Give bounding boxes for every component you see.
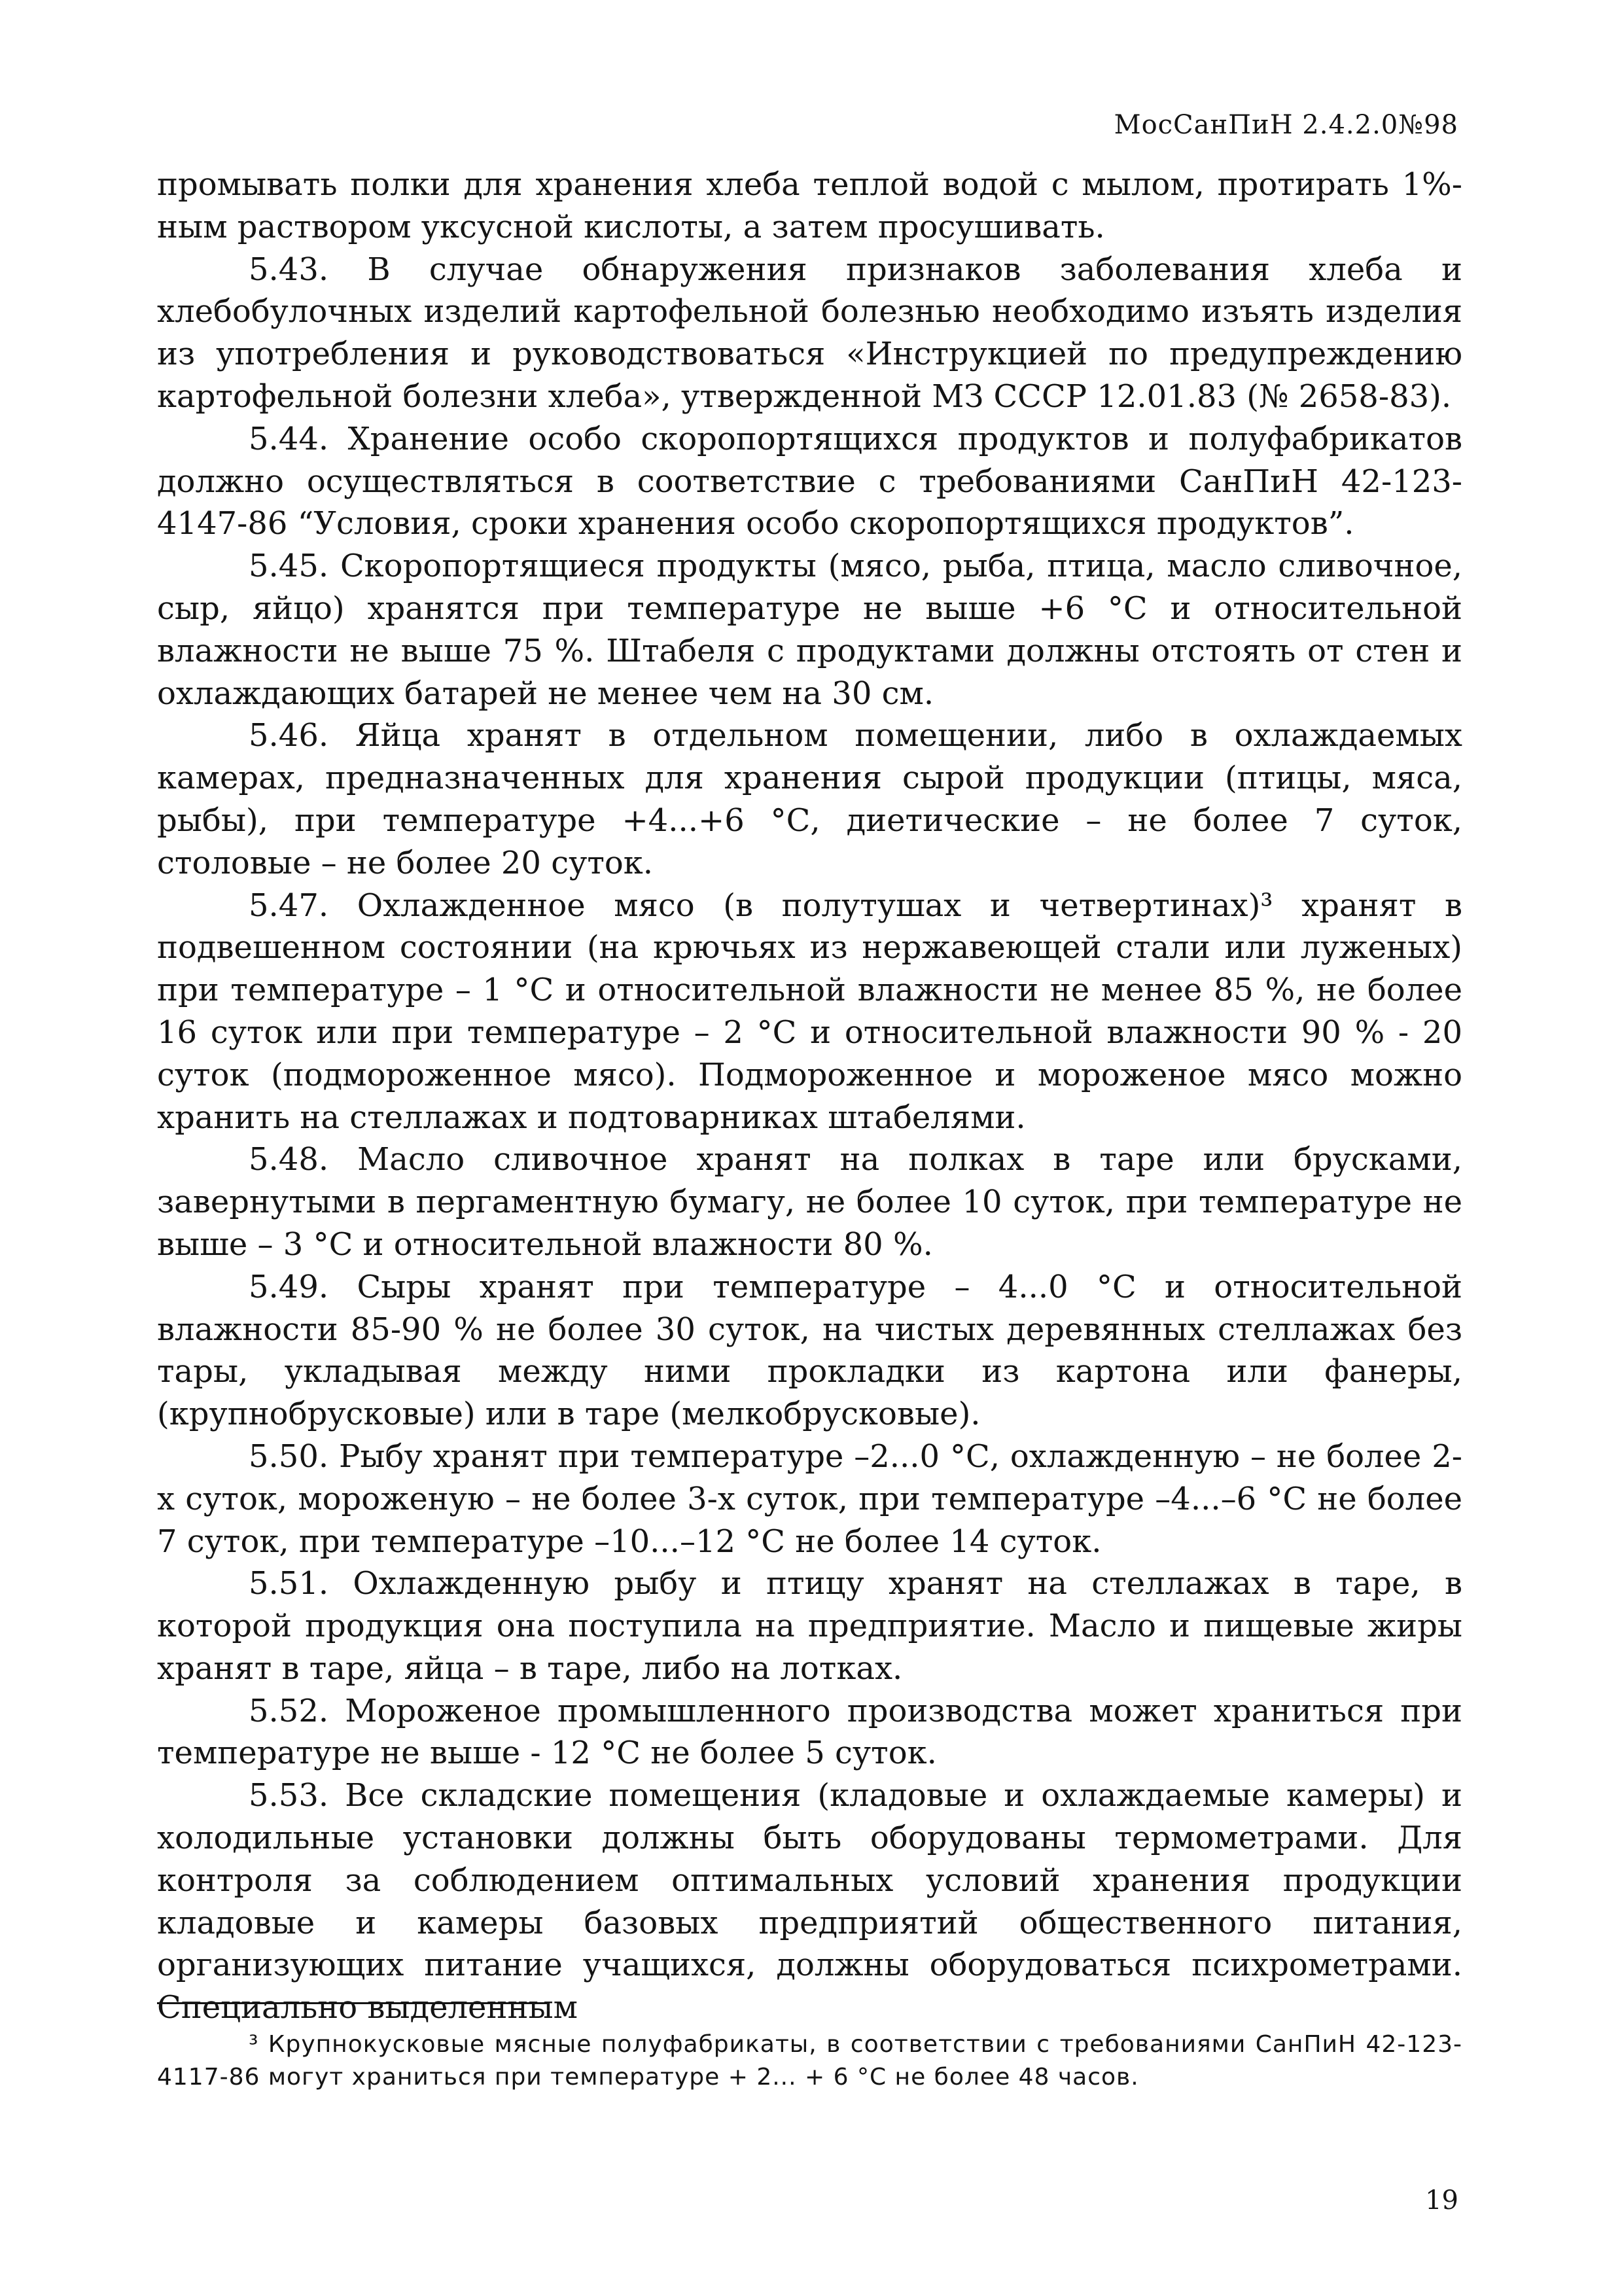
- paragraph-5-48: 5.48. Масло сливочное хранят на полках в таре или брусками, завернутыми в пергаментную бумагу, не более 10 суток, при температуре не выше – 3 °С и относительной влажности 80 %.: [157, 1141, 1462, 1263]
- paragraph-5-43: 5.43. В случае обнаружения признаков заболевания хлеба и хлебобулочных изделий картофельной болезнью необходимо изъять изделия из употребления и руководствоваться «Инструкцией по предупреждению картофельной болезни хлеба», утвержденной МЗ СССР 12.01.83 (№ 2658-83).: [157, 251, 1462, 415]
- paragraph-5-46: 5.46. Яйца хранят в отдельном помещении, либо в охлаждаемых камерах, предназначенных для хранения сырой продукции (птицы, мяса, рыбы), при температуре +4...+6 °С, диетические – не более 7 суток, столовые – не более 20 суток.: [157, 717, 1462, 881]
- footnote: [157, 2028, 1462, 2094]
- paragraph-5-51: 5.51. Охлажденную рыбу и птицу хранят на стеллажах в таре, в которой продукция она поступила на предприятие. Масло и пищевые жиры хранят в таре, яйца – в таре, либо на лотках.: [157, 1565, 1462, 1687]
- page-number: 19: [1425, 2185, 1458, 2216]
- paragraph-5-52: 5.52. Мороженое промышленного производства может храниться при температуре не выше - 12 °С не более 5 суток.: [157, 1692, 1462, 1772]
- paragraph-continuation: промывать полки для хранения хлеба теплой водой с мылом, протирать 1%-ным раствором уксусной кислоты, а затем просушивать.: [157, 166, 1462, 245]
- paragraph-5-53: 5.53. Все складские помещения (кладовые и охлаждаемые камеры) и холодильные установки должны быть оборудованы термометрами. Для контроля за соблюдением оптимальных условий хранения продукции кладовые и камеры базовых предприятий общественного питания, организующих питание учащихся, должны оборудоваться психрометрами. Специально выделенным: [157, 1777, 1462, 2026]
- footnote-divider: [157, 2002, 550, 2004]
- paragraph-5-49: 5.49. Сыры хранят при температуре – 4...0 °С и относительной влажности 85-90 % не более 30 суток, на чистых деревянных стеллажах без тары, укладывая между ними прокладки из картона или фанеры, (крупнобрусковые) или в таре (мелкобрусковые).: [157, 1268, 1462, 1433]
- paragraph-5-45: 5.45. Скоропортящиеся продукты (мясо, рыба, птица, масло сливочное, сыр, яйцо) хранятся при температуре не выше +6 °С и относительной влажности не выше 75 %. Штабеля с продуктами должны отстоять от стен и охлаждающих батарей не менее чем на 30 см.: [157, 548, 1462, 712]
- paragraph-5-47: 5.47. Охлажденное мясо (в полутушах и четвертинах)³ хранят в подвешенном состоянии (на крючьях из нержавеющей стали или луженых) при температуре – 1 °С и относительной влажности не менее 85 %, не более 16 суток или при температуре – 2 °С и относительной влажности 90 % - 20 суток (подмороженное мясо). Подмороженное и мороженое мясо можно хранить на стеллажах и подтоварниках штабелями.: [157, 887, 1462, 1136]
- footnote-text: ³ Крупнокусковые мясные полуфабрикаты, в соответствии с требованиями СанПиН 42-123-4117-86 могут храниться при температуре + 2... + 6 °С не более 48 часов.: [157, 2031, 1462, 2091]
- document-header-code: МосСанПиН 2.4.2.0№98: [1114, 110, 1458, 140]
- body-text: [157, 164, 1462, 2029]
- paragraph-5-50: 5.50. Рыбу хранят при температуре –2...0 °С, охлажденную – не более 2-х суток, мороженую – не более 3-х суток, при температуре –4...–6 °С не более 7 суток, при температуре –10...–12 °С не более 14 суток.: [157, 1438, 1462, 1560]
- paragraph-5-44: 5.44. Хранение особо скоропортящихся продуктов и полуфабрикатов должно осуществляться в соответствие с требованиями СанПиН 42-123-4147-86 “Условия, сроки хранения особо скоропортящихся продуктов”.: [157, 420, 1462, 542]
